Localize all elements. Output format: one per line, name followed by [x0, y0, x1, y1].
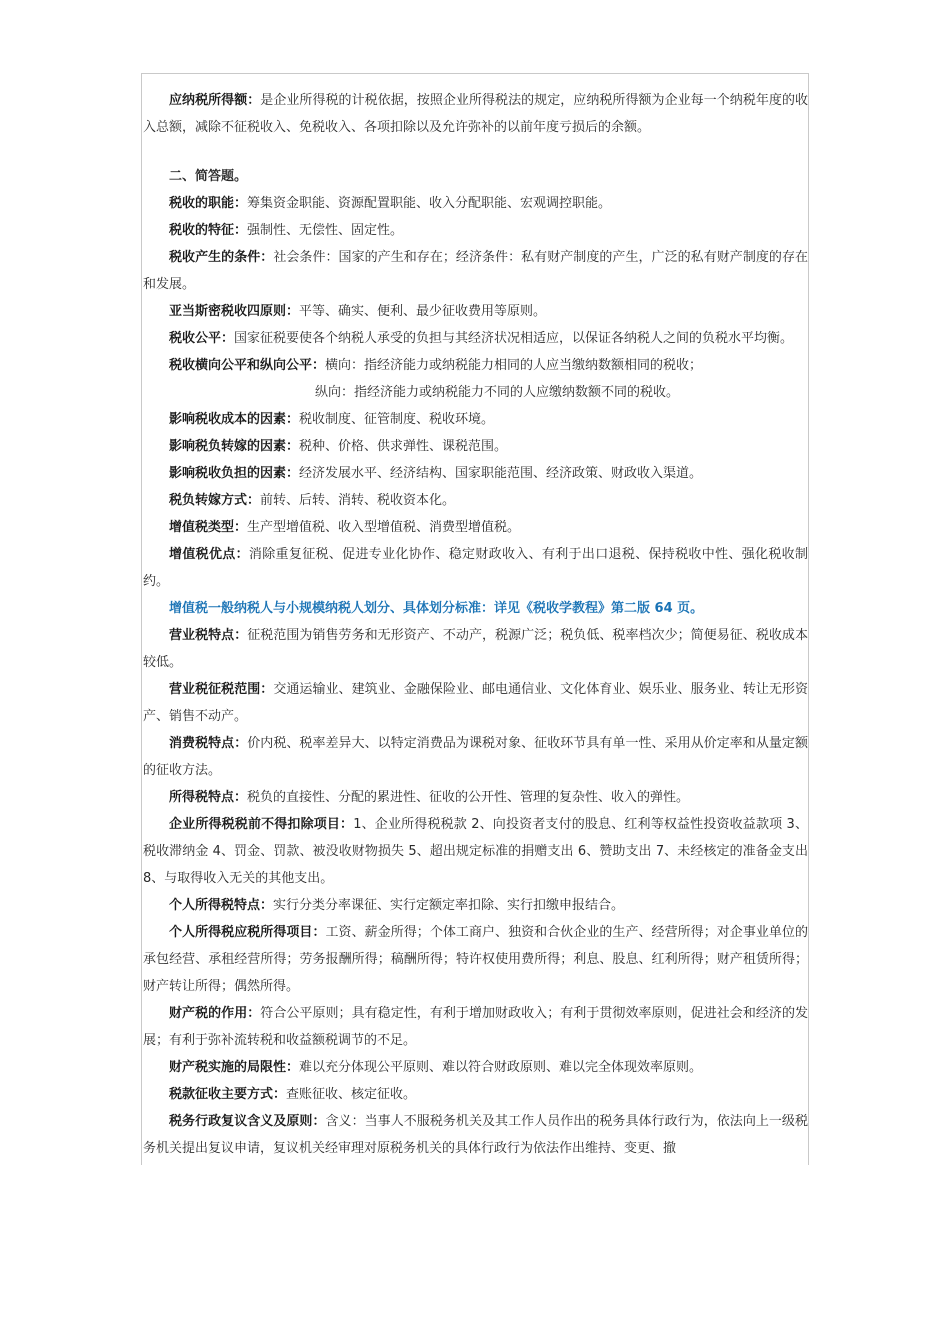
term-text: 含义：当事人不服税务机关及其工作人员作出的税务具体行政行为，依法向上一级税务机关提出复议申请，复议机关经审理对原税务机关的具体行政行为依法作出维持、变更、撤: [143, 1114, 808, 1156]
paragraph-income-tax-features: [143, 784, 808, 811]
term-text: 筹集资金职能、资源配置职能、收入分配职能、宏观调控职能。: [247, 196, 612, 211]
paragraph-burden-factors: [143, 460, 808, 487]
term-label: 影响税收成本的因素：: [169, 412, 300, 427]
term-text: 生产型增值税、收入型增值税、消费型增值税。: [247, 520, 521, 535]
term-text: 征税范围为销售劳务和无形资产、不动产，税源广泛；税负低、税率档次少；简便易征、税收成本较低。: [143, 628, 808, 670]
paragraph-business-tax-features: [143, 622, 808, 676]
paragraph-vertical-continuation: 纵向：指经济能力或纳税能力不同的人应缴纳数额不同的税收。: [315, 385, 680, 400]
term-label: 税收产生的条件：: [169, 250, 274, 265]
term-label: 税收公平：: [169, 331, 235, 346]
paragraph-admin-review: [143, 1108, 808, 1162]
term-label: 税负转嫁方式：: [169, 493, 261, 508]
paragraph-tax-functions: [143, 190, 808, 217]
paragraph-property-tax-role: [143, 1000, 808, 1054]
document-page: [141, 73, 809, 1165]
term-text: 价内税、税率差异大、以特定消费品为课税对象、征收环节具有单一性、采用从价定率和从量定额的征收方法。: [143, 736, 808, 778]
term-label: 增值税优点：: [169, 547, 249, 562]
term-text: 1、企业所得税税款 2、向投资者支付的股息、红利等权益性投资收益款项 3、税收滞纳金 4、罚金、罚款、被没收财物损失 5、超出规定标准的捐赠支出 6、赞助支出 7、未经核定的准备金支出 8、与取得收入无关的其他支出。: [143, 817, 808, 886]
document-body: [142, 74, 808, 1162]
section-heading: 二、简答题。: [169, 169, 248, 184]
paragraph-shifting-methods: [143, 487, 808, 514]
paragraph-property-tax-limits: [143, 1054, 808, 1081]
paragraph-tax-features: [143, 217, 808, 244]
term-text: 工资、薪金所得；个体工商户、独资和合伙企业的生产、经营所得；对企事业单位的承包经营、承租经营所得；劳务报酬所得；稿酬所得；特许权使用费所得；利息、股息、红利所得；财产租赁所得；财产转让所得；偶然所得。: [143, 925, 808, 994]
paragraph-tax-conditions: [143, 244, 808, 298]
term-text: 交通运输业、建筑业、金融保险业、邮电通信业、文化体育业、娱乐业、服务业、转让无形资产、销售不动产。: [143, 682, 808, 724]
term-label: 所得税特点：: [169, 790, 248, 805]
paragraph-vat-advantages: [143, 541, 808, 595]
term-label: 消费税特点：: [169, 736, 248, 751]
term-label: 税务行政复议含义及原则：: [169, 1114, 326, 1129]
term-label: 企业所得税税前不得扣除项目：: [169, 817, 354, 832]
term-label: 个人所得税特点：: [169, 898, 274, 913]
term-label: 增值税类型：: [169, 520, 248, 535]
paragraph-personal-tax-features: [143, 892, 808, 919]
term-label: 影响税收负担的因素：: [169, 466, 300, 481]
paragraph-tax-cost-factors: [143, 406, 808, 433]
term-text: 平等、确实、便利、最少征收费用等原则。: [299, 304, 547, 319]
paragraph-tax-fairness: [143, 325, 808, 352]
term-label: 应纳税所得额：: [169, 93, 261, 108]
term-text: 符合公平原则；具有稳定性，有利于增加财政收入；有利于贯彻效率原则，促进社会和经济的发展；有利于弥补流转税和收益额税调节的不足。: [143, 1006, 808, 1048]
paragraph-adam-smith: [143, 298, 808, 325]
paragraph-collection-methods: [143, 1081, 808, 1108]
term-text: 消除重复征税、促进专业化协作、稳定财政收入、有利于出口退税、保持税收中性、强化税收制约。: [143, 547, 808, 589]
term-label: 税款征收主要方式：: [169, 1087, 287, 1102]
term-label: 税收横向公平和纵向公平：: [169, 358, 326, 373]
term-text: 难以充分体现公平原则、难以符合财政原则、难以完全体现效率原则。: [299, 1060, 703, 1075]
paragraph-taxable-income: [143, 87, 808, 141]
term-label: 税收的职能：: [169, 196, 248, 211]
term-label: 营业税征税范围：: [169, 682, 274, 697]
term-text: 强制性、无偿性、固定性。: [247, 223, 404, 238]
term-label: 亚当斯密税收四原则：: [169, 304, 300, 319]
term-text: 查账征收、核定征收。: [286, 1087, 417, 1102]
paragraph-non-deductible: [143, 811, 808, 892]
term-text: 国家征税要使各个纳税人承受的负担与其经济状况相适应，以保证各纳税人之间的负税水平均衡。: [234, 331, 794, 346]
term-label: 个人所得税应税所得项目：: [169, 925, 326, 940]
paragraph-consumption-tax: [143, 730, 808, 784]
term-text: 前转、后转、消转、税收资本化。: [260, 493, 456, 508]
term-text: 实行分类分率课征、实行定额定率扣除、实行扣缴申报结合。: [273, 898, 625, 913]
term-label: 影响税负转嫁的因素：: [169, 439, 300, 454]
term-text: 是企业所得税的计税依据，按照企业所得税法的规定，应纳税所得额为企业每一个纳税年度的收入总额，减除不征税收入、免税收入、各项扣除以及允许弥补的以前年度亏损后的余额。: [143, 93, 808, 135]
highlighted-note: 增值税一般纳税人与小规模纳税人划分、具体划分标准：详见《税收学教程》第二版 64 页。: [169, 601, 704, 616]
term-text: 税收制度、征管制度、税收环境。: [299, 412, 495, 427]
term-label: 财产税实施的局限性：: [169, 1060, 300, 1075]
term-label: 营业税特点：: [169, 628, 248, 643]
term-label: 税收的特征：: [169, 223, 248, 238]
paragraph-personal-tax-items: [143, 919, 808, 1000]
term-text: 横向：指经济能力或纳税能力相同的人应当缴纳数额相同的税收；: [325, 358, 703, 373]
term-text: 社会条件：国家的产生和存在；经济条件：私有财产制度的产生，广泛的私有财产制度的存在和发展。: [143, 250, 808, 292]
paragraph-horizontal-vertical: [143, 352, 808, 379]
term-text: 税种、价格、供求弹性、课税范围。: [299, 439, 508, 454]
term-text: 经济发展水平、经济结构、国家职能范围、经济政策、财政收入渠道。: [299, 466, 703, 481]
paragraph-shifting-factors: [143, 433, 808, 460]
paragraph-business-tax-scope: [143, 676, 808, 730]
paragraph-vat-types: [143, 514, 808, 541]
term-label: 财产税的作用：: [169, 1006, 261, 1021]
term-text: 税负的直接性、分配的累进性、征收的公开性、管理的复杂性、收入的弹性。: [247, 790, 690, 805]
